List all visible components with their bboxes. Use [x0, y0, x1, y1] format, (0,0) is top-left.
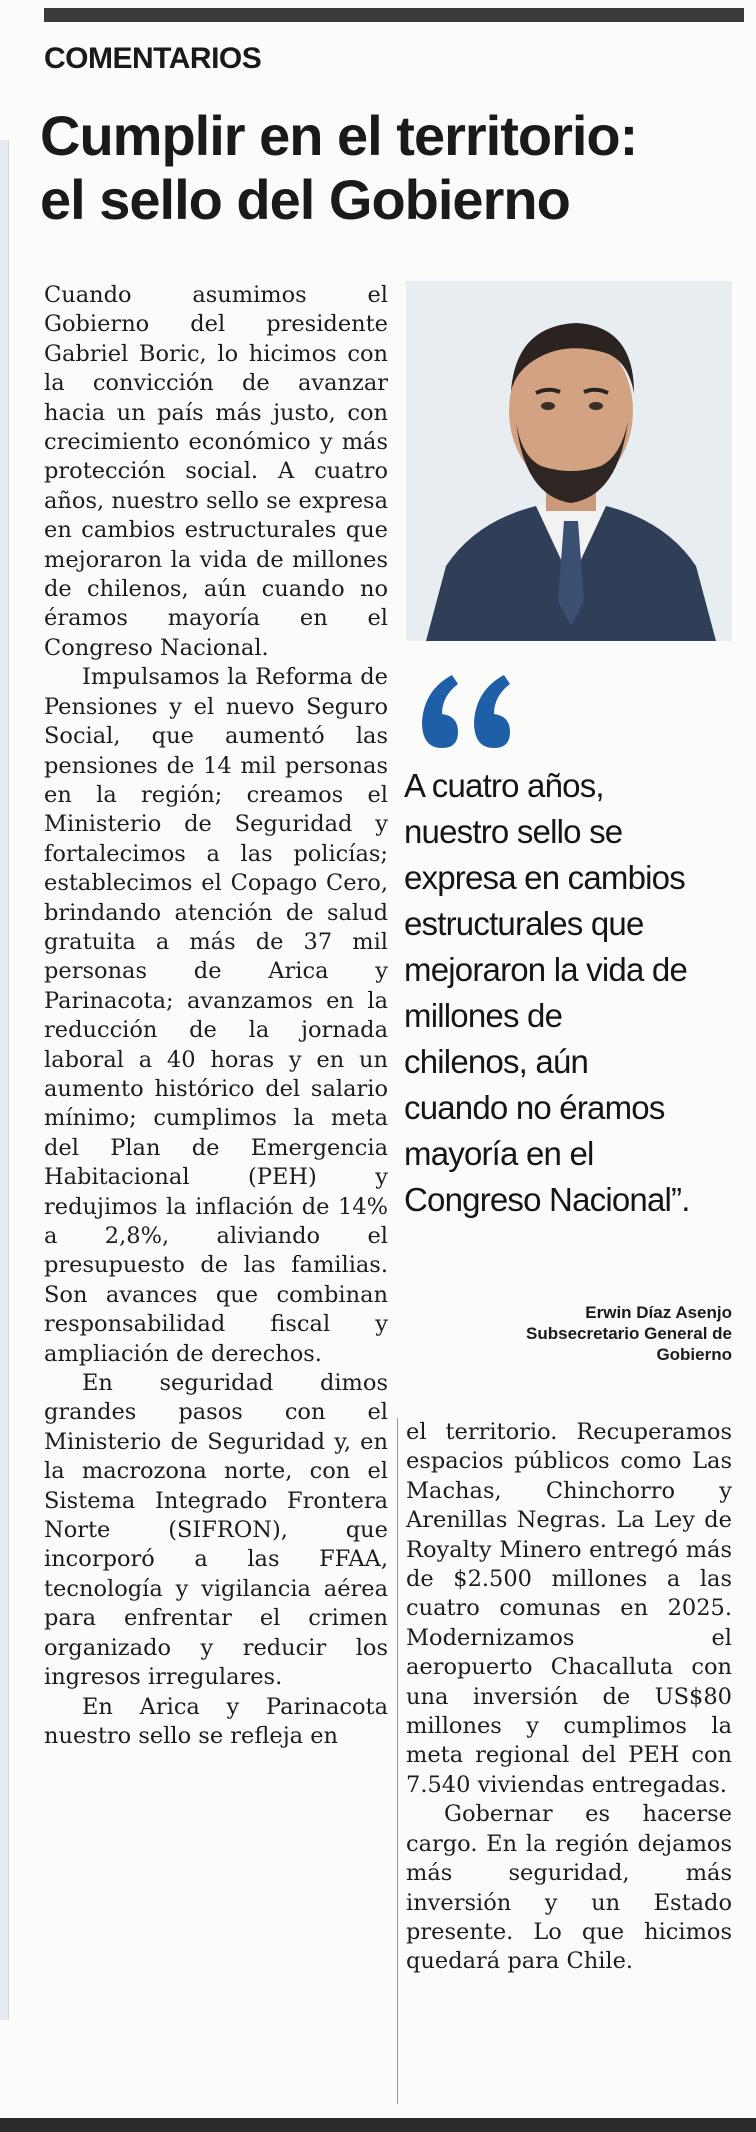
author-title: Gobierno	[656, 1345, 732, 1364]
adjacent-page-edge	[0, 140, 9, 2020]
paragraph: Impulsamos la Reforma de Pensiones y el nuevo Seguro Social, que aumentó las pensiones de 14 mil personas en la región; creamos el Ministerio de Seguridad y fortalecimos a las policías; establecimos el Copago Cero, brindando atención de salud gratuita a más de 37 mil personas de Arica y Parinacota; avanzamos en la reducción de la jornada laboral a 40 horas y en un aumento histórico del salario mínimo; cumplimos la meta del Plan de Emergencia Habitacional (PEH) y redujimos la inflación de 14% a 2,8%, aliviando el presupuesto de las familias. Son avances que combinan responsabilidad fiscal y ampliación de derechos.	[44, 664, 388, 1367]
column-divider	[397, 1418, 398, 2104]
pull-quote-line: chilenos, aún	[404, 1043, 589, 1080]
quote-open-icon	[412, 660, 522, 760]
author-byline	[526, 1302, 732, 1365]
pull-quote	[404, 763, 740, 1223]
headline-line: el sello del Gobierno	[40, 168, 570, 231]
section-label: COMENTARIOS	[44, 42, 262, 75]
pull-quote-line: millones de	[404, 997, 563, 1034]
author-portrait-illustration	[406, 281, 732, 641]
headline-line: Cumplir en el territorio:	[40, 104, 638, 167]
pull-quote-line: cuando no éramos	[404, 1089, 665, 1126]
paragraph: En Arica y Parinacota nuestro sello se refleja en	[44, 1693, 388, 1749]
pull-quote-line: expresa en cambios	[404, 859, 685, 896]
pull-quote-line: mayoría en el	[404, 1135, 594, 1172]
bottom-rule	[0, 2118, 756, 2132]
paragraph: En seguridad dimos grandes pasos con el Ministerio de Seguridad y, en la macrozona norte, con el Sistema Integrado Frontera Norte (SIFRON), que incorporó a las FFAA, tecnología y vigilancia aérea para enfrentar el crimen organizado y reducir los ingresos irregulares.	[44, 1370, 388, 1691]
article-left-column	[44, 281, 388, 1751]
paragraph: el territorio. Recuperamos espacios públicos como Las Machas, Chinchorro y Arenillas Negras. La Ley de Royalty Minero entregó más de $2.500 millones a las cuatro comunas en 2025. Modernizamos el aeropuerto Chacalluta con una inversión de US$80 millones y cumplimos la meta regional del PEH con 7.540 viviendas entregadas.	[406, 1419, 732, 1798]
pull-quote-line: Congreso Nacional”.	[404, 1181, 690, 1218]
pull-quote-line: mejoraron la vida de	[404, 951, 687, 988]
paragraph: Gobernar es hacerse cargo. En la región dejamos más seguridad, más inversión y un Estado presente. Lo que hicimos quedará para Chile.	[406, 1801, 732, 1975]
article-right-column	[406, 1418, 732, 1977]
author-name: Erwin Díaz Asenjo	[585, 1303, 732, 1322]
pull-quote-line: estructurales que	[404, 905, 644, 942]
top-rule	[44, 8, 744, 22]
author-photo	[406, 281, 732, 641]
author-title: Subsecretario General de	[526, 1324, 732, 1343]
paragraph: Cuando asumimos el Gobierno del presidente Gabriel Boric, lo hicimos con la convicción de avanzar hacia un país más justo, con crecimiento económico y más protección social. A cuatro años, nuestro sello se expresa en cambios estructurales que mejoraron la vida de millones de chilenos, aún cuando no éramos mayoría en el Congreso Nacional.	[44, 282, 388, 661]
pull-quote-line: A cuatro años,	[404, 767, 604, 804]
headline	[40, 104, 740, 232]
pull-quote-line: nuestro sello se	[404, 813, 623, 850]
